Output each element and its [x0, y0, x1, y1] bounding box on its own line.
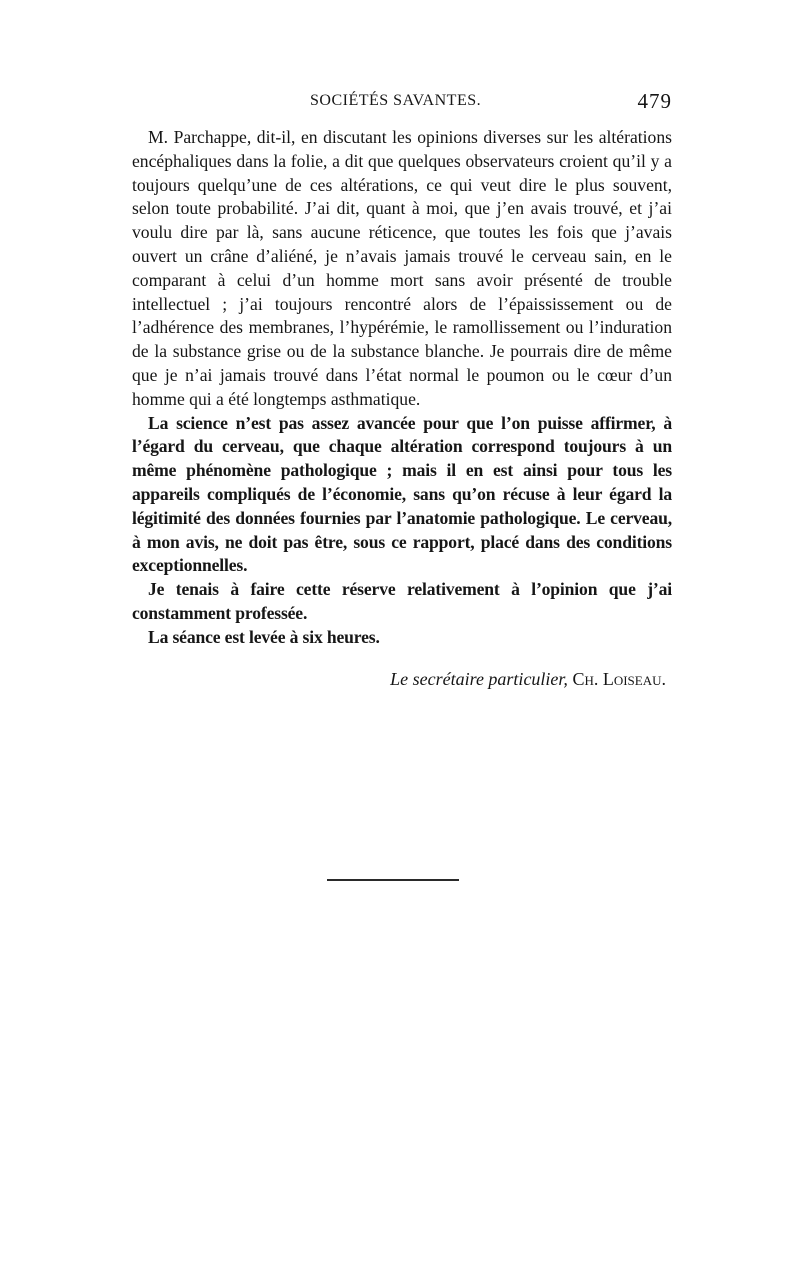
paragraph-1: M. Parchappe, dit-il, en discutant les opinions diverses sur les altérations encéphaliques dans la folie, a dit que quelques observateurs croient qu’il y a toujours quelqu’une de ces altérations, ce qui veut dire le plus souvent, selon toute probabilité. J’ai dit, quant à moi, que j’en avais trouvé, et j’ai voulu dire par là, sans aucune réticence, que toutes les fois que j’avais ouvert un crâne d’aliéné, je n’avais jamais trouvé le cerveau sain, en le comparant à celui d’un homme mort sans avoir présenté de trouble intellectuel ; j’ai toujours rencontré alors de l’épaississement ou de l’adhérence des membranes, l’hypérémie, le ramollissement ou l’induration de la substance grise ou de la substance blanche. Je pourrais dire de même que je n’ai jamais trouvé dans l’état normal le poumon ou le cœur d’un homme qui a été longtemps asthmatique. — [132, 127, 672, 409]
paragraph-3: Je tenais à faire cette réserve relativement à l’opinion que j’ai constamment professée. — [132, 579, 672, 623]
page-number: 479 — [637, 89, 672, 113]
signature-name: Ch. Loiseau. — [572, 668, 666, 689]
paragraph-2: La science n’est pas assez avancée pour que l’on puisse affirmer, à l’égard du cerveau, que chaque altération correspond toujours à un même phénomène pathologique ; mais il en est ainsi pour tous les appareils compliqués de l’économie, sans qu’on récuse à leur égard la légitimité des données fournies par l’anatomie pathologique. Le cerveau, à mon avis, ne doit pas être, sous ce rapport, placé dans des conditions exceptionnelles. — [132, 412, 672, 576]
page-header — [132, 90, 672, 116]
signature-role: Le secrétaire particulier, — [390, 668, 568, 689]
paragraph-4: La séance est levée à six heures. — [148, 626, 380, 647]
section-end-rule — [327, 879, 459, 881]
running-title: SOCIÉTÉS SAVANTES. — [310, 92, 482, 109]
signature — [132, 668, 672, 692]
body-text — [132, 126, 672, 691]
